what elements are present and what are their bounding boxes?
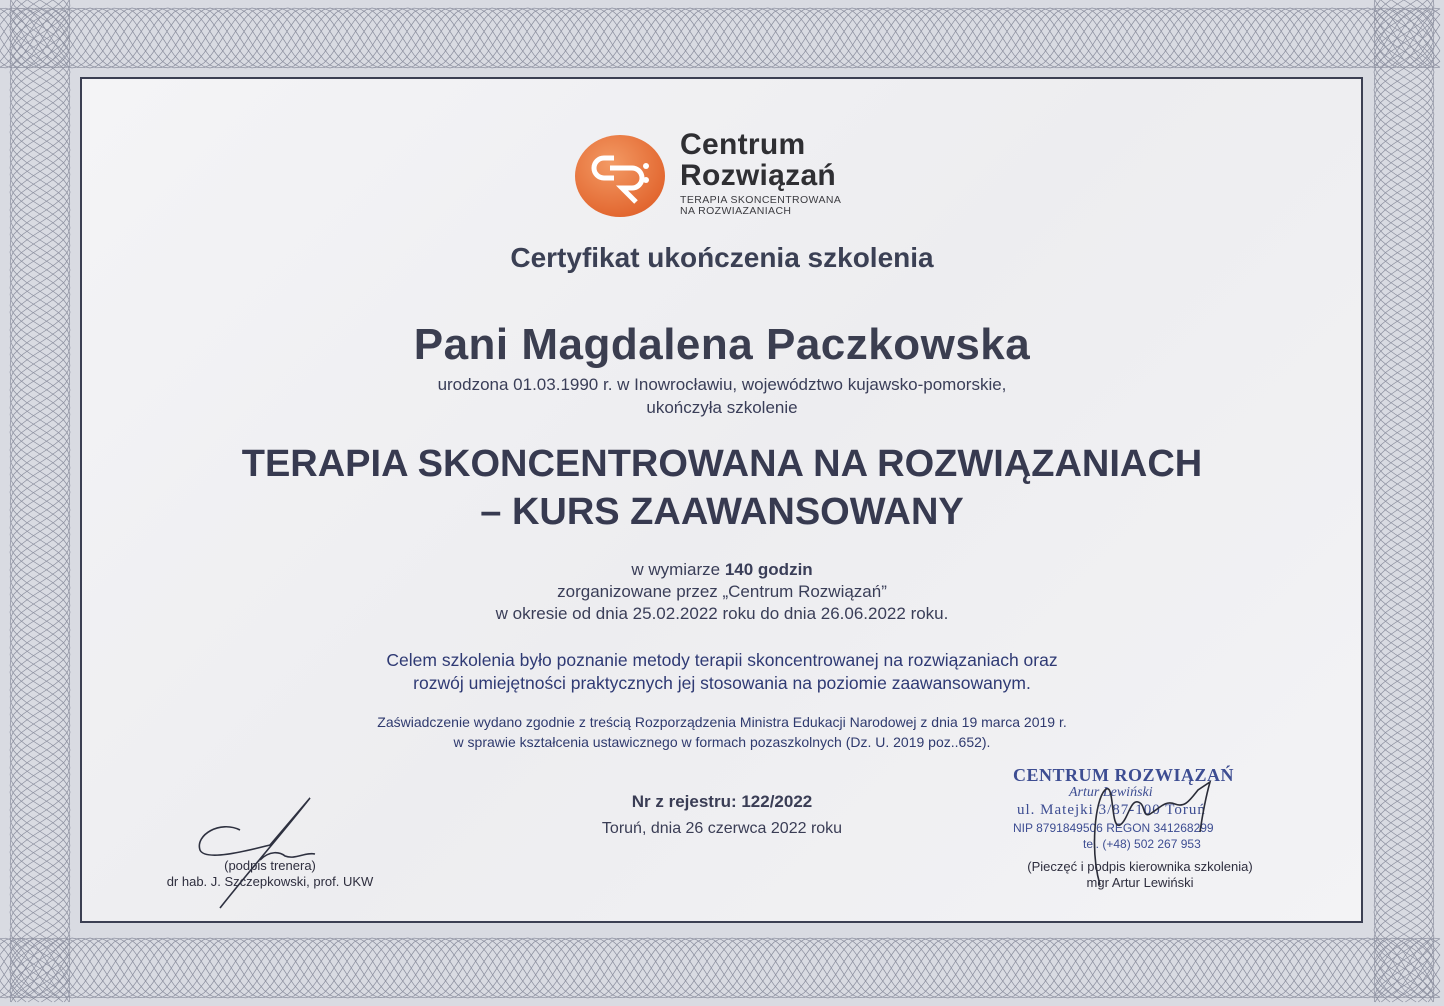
logo-line-4: NA ROZWIAZANIACH: [680, 205, 792, 217]
birth-line: urodzona 01.03.1990 r. w Inowrocławiu, województwo kujawsko-pomorskie,: [437, 375, 1007, 394]
period-line: w okresie od dnia 25.02.2022 roku do dnia 26.06.2022 roku.: [495, 604, 949, 623]
place-date: Toruń, dnia 26 czerwca 2022 roku: [601, 820, 843, 837]
course-title-line-2: – KURS ZAAWANSOWANY: [480, 491, 964, 533]
stamp-line-4: NIP 8791849506 REGON 341268299: [1013, 821, 1214, 835]
stamp-line-3: ul. Matejki 3/87-100 Toruń: [1017, 802, 1206, 818]
hours-value: 140 godzin: [724, 560, 813, 579]
logo-mark-icon: [574, 134, 666, 218]
goal-line-2: rozwój umiejętności praktycznych jej stosowania na poziomie zaawansowanym.: [413, 673, 1031, 693]
trainer-signature-icon: [190, 790, 360, 915]
goal-line-1: Celem szkolenia było poznanie metody terapii skoncentrowanej na rozwiązaniach oraz: [386, 650, 1058, 670]
trainer-name: dr hab. J. Szczepkowski, prof. UKW: [166, 874, 374, 889]
register-number: Nr z rejestru: 122/2022: [631, 792, 813, 811]
stamp-line-5: tel. (+48) 502 267 953: [1083, 837, 1201, 851]
signer-name: mgr Artur Lewiński: [1086, 875, 1194, 890]
organizer-line: zorganizowane przez „Centrum Rozwiązań”: [557, 582, 887, 601]
signer-block: [990, 859, 1290, 891]
legal-text: [0, 712, 1444, 752]
hours-line: [0, 560, 1444, 580]
trainer-caption: (podpis trenera): [224, 858, 316, 873]
stamp-line-1: CENTRUM ROZWIĄZAŃ: [1013, 765, 1235, 785]
finished-line: ukończyła szkolenie: [646, 398, 798, 417]
person-name: Pani Magdalena Paczkowska: [413, 320, 1031, 369]
legal-line-1: Zaświadczenie wydano zgodnie z treścią Rozporządzenia Ministra Edukacji Narodowej z dnia 19 marca 2019 r.: [377, 714, 1067, 730]
logo-line-3: TERAPIA SKONCENTROWANA: [680, 194, 842, 206]
goal-text: [0, 649, 1444, 695]
course-title: [0, 440, 1444, 536]
certificate-title: Certyfikat ukończenia szkolenia: [510, 242, 934, 273]
logo-text: [680, 130, 841, 217]
signer-caption: (Pieczęć i podpis kierownika szkolenia): [1027, 859, 1253, 874]
logo-line-1: Centrum: [680, 128, 806, 161]
course-title-line-1: TERAPIA SKONCENTROWANA NA ROZWIĄZANIACH: [241, 443, 1203, 485]
hours-prefix: w wymiarze: [631, 560, 725, 579]
legal-line-2: w sprawie kształcenia ustawicznego w formach pozaszkolnych (Dz. U. 2019 poz..652).: [453, 734, 991, 750]
logo-line-2: Rozwiązań: [680, 159, 837, 192]
stamp-line-2: Artur Lewiński: [1069, 785, 1153, 800]
